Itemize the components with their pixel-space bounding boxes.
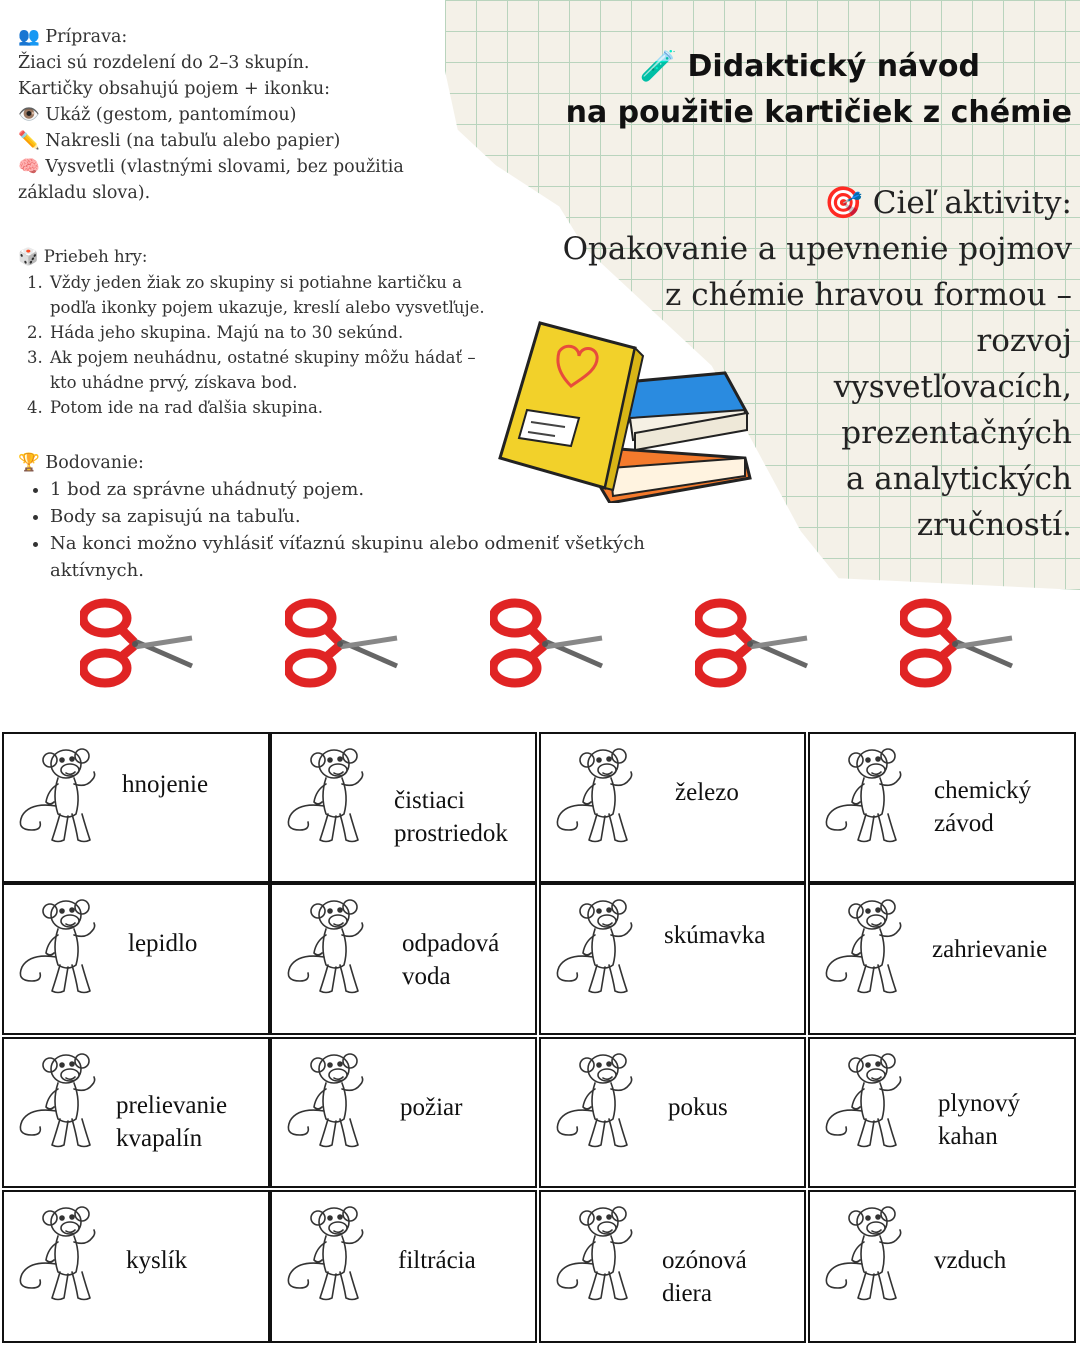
card-label [675, 776, 739, 809]
card-label-line: plynový [938, 1090, 1020, 1117]
monkey-drawing [10, 1200, 114, 1316]
goal-line: rozvoj [976, 323, 1072, 359]
monkey-drawing [816, 1047, 920, 1163]
word-card [808, 883, 1076, 1035]
card-label-line: filtrácia [398, 1247, 476, 1274]
word-card [270, 883, 537, 1035]
gameplay-section [18, 244, 498, 420]
card-label [668, 1091, 728, 1124]
word-card [2, 1037, 270, 1188]
word-card [270, 1037, 537, 1188]
card-label [128, 927, 197, 960]
goal-line: vysvetľovacích, [833, 369, 1072, 405]
title-line: na použitie kartičiek z chémie [565, 95, 1072, 130]
card-label-line: prelievanie [116, 1092, 228, 1119]
gameplay-step: 1. Vždy jeden žiak zo skupiny si potiahne kartičku a podľa ikonky pojem ukazuje, kreslí alebo vysvetľuje. [48, 270, 498, 320]
scoring-item: • Na konci možno vyhlásiť víťaznú skupinu alebo odmeniť všetkých aktívnych. [50, 530, 738, 584]
scoring-heading: 🏆 Bodovanie: [18, 453, 144, 473]
gameplay-heading: 🎲 Priebeh hry: [18, 247, 148, 266]
card-label-line: zahrievanie [932, 936, 1048, 963]
card-label [932, 933, 1047, 966]
scissors-icon [80, 596, 198, 692]
preparation-line: Žiaci sú rozdelení do 2–3 skupín. [18, 53, 310, 73]
card-label [938, 1087, 1020, 1153]
card-label [934, 774, 1031, 840]
monkey-drawing [10, 742, 114, 858]
scissors-icon [285, 596, 403, 692]
card-label [398, 1244, 476, 1277]
scoring-item: • 1 bod za správne uhádnutý pojem. [50, 476, 738, 503]
card-grid [0, 730, 1080, 1346]
card-label [400, 1091, 462, 1124]
card-label-line: ozónová [662, 1247, 747, 1274]
explain-instruction: 🧠 Vysvetli (vlastnými slovami, bez použitia [18, 157, 404, 177]
word-card [539, 1037, 806, 1188]
card-label-line: kyslík [126, 1247, 188, 1274]
card-label [662, 1244, 747, 1310]
monkey-drawing [547, 742, 651, 858]
card-label [122, 768, 208, 801]
word-card [539, 883, 806, 1035]
card-label-line: závod [934, 810, 994, 837]
scissors-icon [695, 596, 813, 692]
instructions-column [18, 24, 645, 584]
monkey-drawing [816, 742, 920, 858]
card-label-line: pokus [668, 1094, 728, 1121]
monkey-drawing [278, 893, 382, 1009]
card-label-line: skúmavka [664, 922, 766, 949]
card-label-line: lepidlo [128, 930, 198, 957]
monkey-drawing [816, 893, 920, 1009]
word-card [539, 732, 806, 883]
card-label-line: hnojenie [122, 771, 209, 798]
goal-line: zručností. [916, 507, 1072, 543]
card-label [934, 1244, 1006, 1277]
monkey-drawing [816, 1200, 920, 1316]
goal-line: z chémie hravou formou – [665, 277, 1072, 313]
word-card [2, 732, 270, 883]
card-label-line: odpadová [402, 930, 500, 957]
page-title [452, 44, 1072, 136]
card-label-line: železo [675, 779, 739, 806]
card-label-line: chemický [934, 777, 1032, 804]
gameplay-step: 2. Háda jeho skupina. Majú na to 30 sekúnd. [48, 320, 498, 345]
card-label-line: čistiaci [394, 787, 465, 814]
word-card [2, 883, 270, 1035]
preparation-heading: 👥 Príprava: [18, 27, 128, 47]
word-card [2, 1190, 270, 1343]
card-label-line: prostriedok [394, 820, 508, 847]
show-instruction: 👁️ Ukáž (gestom, pantomímou) [18, 105, 297, 125]
word-card [270, 1190, 537, 1343]
title-line: 🧪 Didaktický návod [639, 49, 980, 84]
monkey-drawing [547, 1200, 651, 1316]
preparation-line: Kartičky obsahujú pojem + ikonku: [18, 79, 330, 99]
word-card [270, 732, 537, 883]
card-label [402, 927, 499, 993]
monkey-drawing [547, 893, 651, 1009]
monkey-drawing [278, 1047, 382, 1163]
card-label-line: voda [402, 963, 451, 990]
preparation-section [18, 24, 498, 206]
gameplay-steps [18, 270, 498, 420]
card-label-line: požiar [400, 1094, 463, 1121]
word-card [539, 1190, 806, 1343]
word-card [808, 1037, 1076, 1188]
card-label [394, 784, 508, 850]
goal-line: a analytických [845, 461, 1072, 497]
scoring-item: • Body sa zapisujú na tabuľu. [50, 503, 738, 530]
card-label [126, 1244, 187, 1277]
card-label-line: vzduch [934, 1247, 1007, 1274]
card-label-line: kvapalín [116, 1125, 203, 1152]
books-illustration [495, 318, 760, 503]
monkey-drawing [10, 1047, 114, 1163]
goal-heading: 🎯 Cieľ aktivity: [824, 185, 1072, 221]
card-label [116, 1089, 227, 1155]
gameplay-step: 3. Ak pojem neuhádnu, ostatné skupiny môžu hádať – kto uhádne prvý, získava bod. [48, 345, 498, 395]
monkey-drawing [278, 1200, 382, 1316]
monkey-drawing [278, 742, 382, 858]
gameplay-step: 4. Potom ide na rad ďalšia skupina. [48, 395, 498, 420]
draw-instruction: ✏️ Nakresli (na tabuľu alebo papier) [18, 131, 341, 151]
card-label [664, 919, 765, 952]
scissors-icon [490, 596, 608, 692]
goal-line: Opakovanie a upevnenie pojmov [562, 231, 1072, 267]
card-label-line: kahan [938, 1123, 998, 1150]
word-card [808, 732, 1076, 883]
card-label-line: diera [662, 1280, 712, 1307]
monkey-drawing [10, 893, 114, 1009]
word-card [808, 1190, 1076, 1343]
goal-line: prezentačných [841, 415, 1072, 451]
explain-instruction-cont: základu slova). [18, 183, 151, 203]
scissors-icon [900, 596, 1018, 692]
monkey-drawing [547, 1047, 651, 1163]
scissors-row [0, 596, 1080, 696]
